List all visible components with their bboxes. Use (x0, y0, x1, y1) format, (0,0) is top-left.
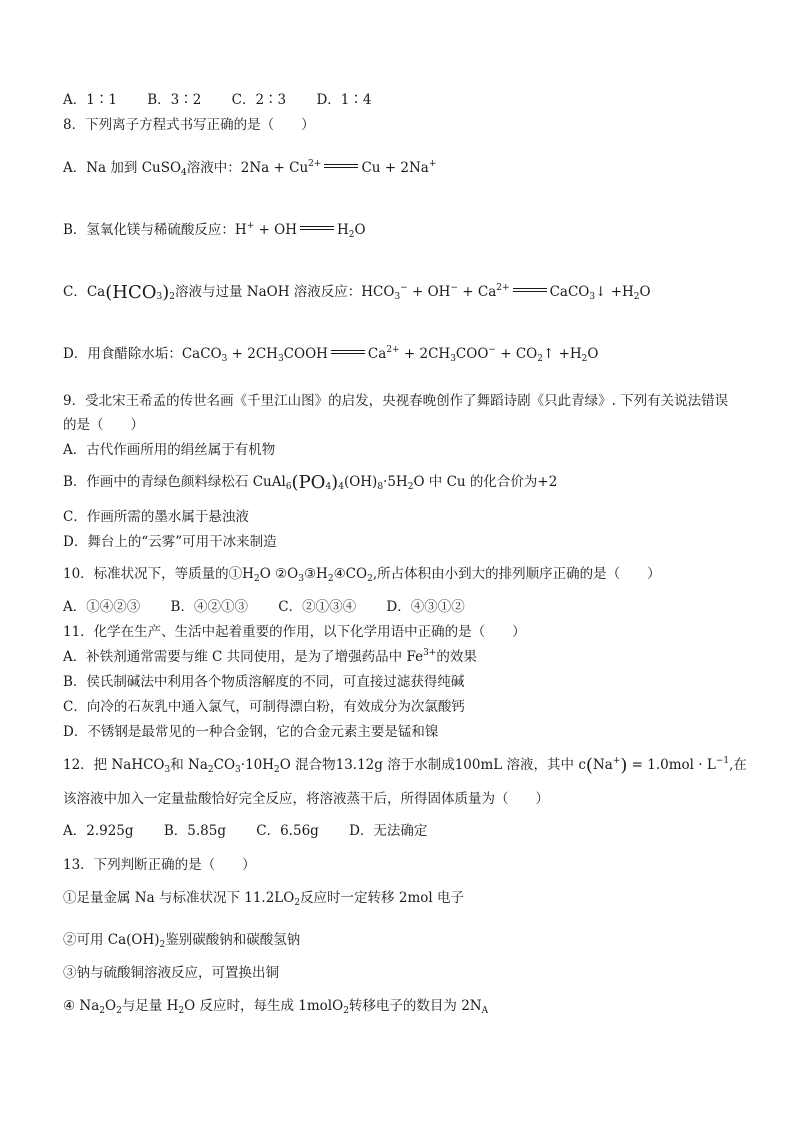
q12-option-b: B．5.85g (163, 823, 226, 839)
q7-options (63, 90, 371, 110)
q11-option-c: C．向冷的石灰乳中通入氯气，可制得漂白粉，有效成分为次氯酸钙 (63, 699, 465, 715)
q12-option-c: C．6.56g (256, 823, 319, 839)
q12-option-d: D．无法确定 (349, 823, 428, 839)
q13-item-2: ②可用 $Ca(OH)_2$鉴别碳酸钠和碳酸氢钠 (63, 932, 301, 950)
q13-stem: 13．下列判断正确的是（ ） (63, 857, 256, 873)
q11-stem: 11．化学在生产、生活中起着重要的作用，以下化学用语中正确的是（ ） (63, 624, 526, 640)
q13-item-4: ④ $Na_2O_2$与足量 $H_2O$ 反应时，每生成 1molO$_2$转移电子的数目为 $2N_A$ (63, 998, 489, 1016)
q12-stem: 12．把 NaHCO$_3$和 $Na_2CO_3\cdot 10H_2O$ 混合物13.12g 溶于水制成100mL 溶液，其中 $c(Na^+) = 1.0mol \cdot L^{-1}$,在 (63, 755, 747, 776)
q7-option-b: B．3∶2 (147, 92, 202, 108)
q10-options (63, 597, 465, 617)
q10-stem: 10．标准状况下，等质量的$①H_2O$ $②O_3③H_2④CO_2$,所占体积由小到大的排列顺序正确的是（ ） (63, 566, 661, 584)
q8-option-c: C．$Ca(HCO_3)_2$溶液与过量 NaOH 溶液反应：$HCO_3^- + OH^- + Ca^{2+}$ CaCO$_3$↓ $+H_2O$ (63, 282, 651, 303)
q10-option-d: D．④③①② (386, 599, 465, 615)
q10-option-b: B．④②①③ (170, 599, 248, 615)
q8-option-a: A．Na 加到 CuSO$_4$溶液中：$2Na + Cu^{2+}$ Cu + 2Na+ (63, 159, 437, 178)
q8-option-b: B．氢氧化镁与稀硫酸反应：H+ + OH $H_2O$ (63, 221, 366, 240)
q7-option-c: C．2∶3 (231, 92, 287, 108)
q11-option-d: D．不锈钢是最常见的一种合金钢，它的合金元素主要是锰和镍 (63, 724, 439, 740)
equals-arrow-icon (331, 350, 365, 354)
q12-options (63, 821, 427, 841)
equals-arrow-icon (324, 164, 358, 168)
equals-arrow-icon (513, 288, 547, 292)
q9-option-c: C．作画所需的墨水属于悬浊液 (63, 509, 249, 525)
equals-arrow-icon (300, 226, 334, 230)
q11-option-b: B．侯氏制碱法中利用各个物质溶解度的不同，可直接过滤获得纯碱 (63, 674, 465, 690)
q13-item-3: ③钠与硫酸铜溶液反应，可置换出铜 (63, 965, 279, 981)
q7-option-d: D．1∶4 (316, 92, 372, 108)
q9-option-a: A．古代作画所用的绢丝属于有机物 (63, 442, 276, 458)
q11-option-a: A．补铁剂通常需要与维 C 共同使用，是为了增强药品中 $Fe^{3+}$的效果 (63, 648, 477, 665)
q10-option-a: A．①④②③ (63, 599, 141, 615)
q9-stem: 9．受北宋王希孟的传世名画《千里江山图》的启发，央视春晚创作了舞蹈诗剧《只此青绿》. 下列有关说法错误的是（ ） (63, 393, 729, 433)
q9-option-b: B．作画中的青绿色颜料绿松石 $CuAl_6(PO_4)_4(OH)_8\cdot 5H_2O$ 中 Cu 的化合价为+2 (63, 472, 558, 493)
q9-option-d: D．舞台上的“云雾”可用干冰来制造 (63, 534, 277, 550)
q8-stem: 8．下列离子方程式书写正确的是（ ） (63, 117, 315, 133)
q7-option-a: A．1∶1 (63, 92, 117, 108)
q10-option-c: C．②①③④ (278, 599, 357, 615)
q12-line2: 该溶液中加入一定量盐酸恰好完全反应，将溶液蒸干后，所得固体质量为（ ） (63, 791, 549, 807)
q12-option-a: A．2.925g (63, 823, 134, 839)
q8-option-d: D．用食醋除水垢：CaCO$_3$ + $2CH_3COOH$ $Ca^{2+} + 2CH_3COO^-$ + $CO_2↑ +H_2O$ (63, 345, 599, 364)
q13-item-1: ①足量金属 Na 与标准状况下 $11.2LO_2$反应时一定转移 2mol 电子 (63, 890, 464, 908)
